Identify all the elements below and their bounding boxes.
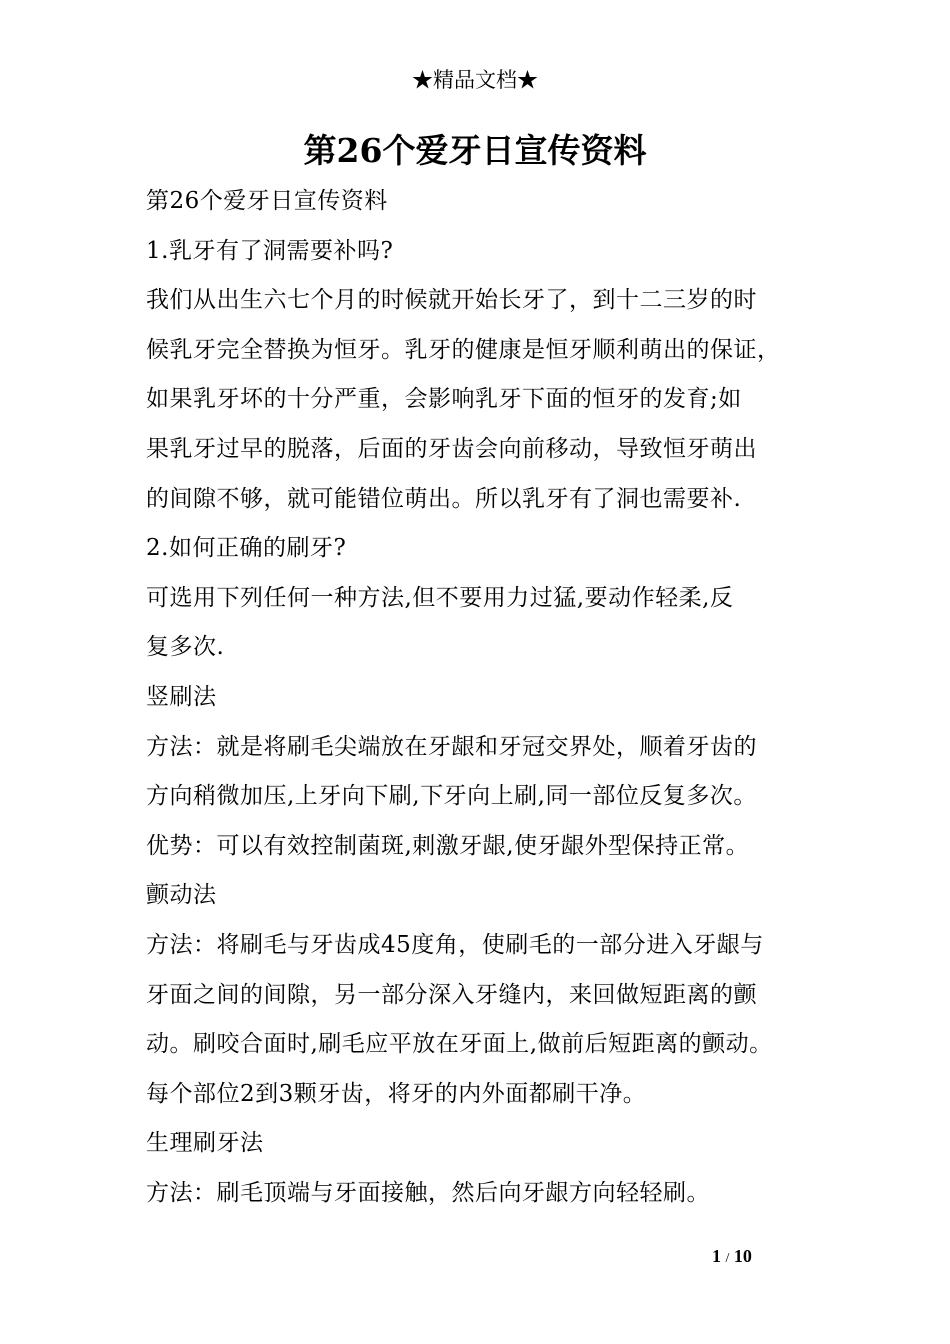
body-line: 方法：刷毛顶端与牙面接触，然后向牙龈方向轻轻刷。: [146, 1179, 710, 1206]
body-line: 方向稍微加压,上牙向下刷,下牙向上刷,同一部位反复多次。: [146, 783, 757, 810]
page-separator: /: [725, 1251, 730, 1266]
document-body: [146, 177, 822, 1218]
body-line: 动。刷咬合面时,刷毛应平放在牙面上,做前后短距离的颤动。: [146, 1031, 773, 1058]
method-heading: 颤动法: [146, 882, 217, 909]
body-line: 的间隙不够，就可能错位萌出。所以乳牙有了洞也需要补.: [146, 485, 742, 512]
body-line: 方法：将刷毛与牙齿成45度角，使刷毛的一部分进入牙龈与: [146, 931, 764, 958]
body-line: 牙面之间的间隙，另一部分深入牙缝内，来回做短距离的颤: [146, 981, 757, 1008]
method-heading: 生理刷牙法: [146, 1130, 264, 1157]
body-line: 我们从出生六七个月的时候就开始长牙了，到十二三岁的时: [146, 287, 757, 314]
body-line: 方法：就是将刷毛尖端放在牙龈和牙冠交界处，顺着牙齿的: [146, 733, 757, 760]
body-line: 第26个爱牙日宣传资料: [146, 188, 388, 214]
body-line: 每个部位2到3颗牙齿，将牙的内外面都刷干净。: [146, 1080, 647, 1107]
body-line: 如果乳牙坏的十分严重，会影响乳牙下面的恒牙的发育;如: [146, 386, 742, 413]
question-heading: 1.乳牙有了洞需要补吗?: [146, 237, 394, 264]
body-line: 复多次.: [146, 634, 225, 661]
question-heading: 2.如何正确的刷牙?: [146, 535, 347, 562]
page-header-banner: ★精品文档★: [412, 68, 538, 92]
total-pages: 10: [733, 1246, 752, 1266]
body-line: 果乳牙过早的脱落，后面的牙齿会向前移动，导致恒牙萌出: [146, 435, 757, 462]
method-heading: 竖刷法: [146, 683, 217, 710]
current-page: 1: [712, 1246, 721, 1266]
body-line: 可选用下列任何一种方法,但不要用力过猛,要动作轻柔,反: [146, 584, 734, 611]
document-title: 第26个爱牙日宣传资料: [303, 131, 647, 170]
page-number: [712, 1244, 752, 1271]
body-line: 优势：可以有效控制菌斑,刺激牙龈,使牙龈外型保持正常。: [146, 832, 750, 859]
body-line: 候乳牙完全替换为恒牙。乳牙的健康是恒牙顺利萌出的保证，: [146, 336, 781, 363]
